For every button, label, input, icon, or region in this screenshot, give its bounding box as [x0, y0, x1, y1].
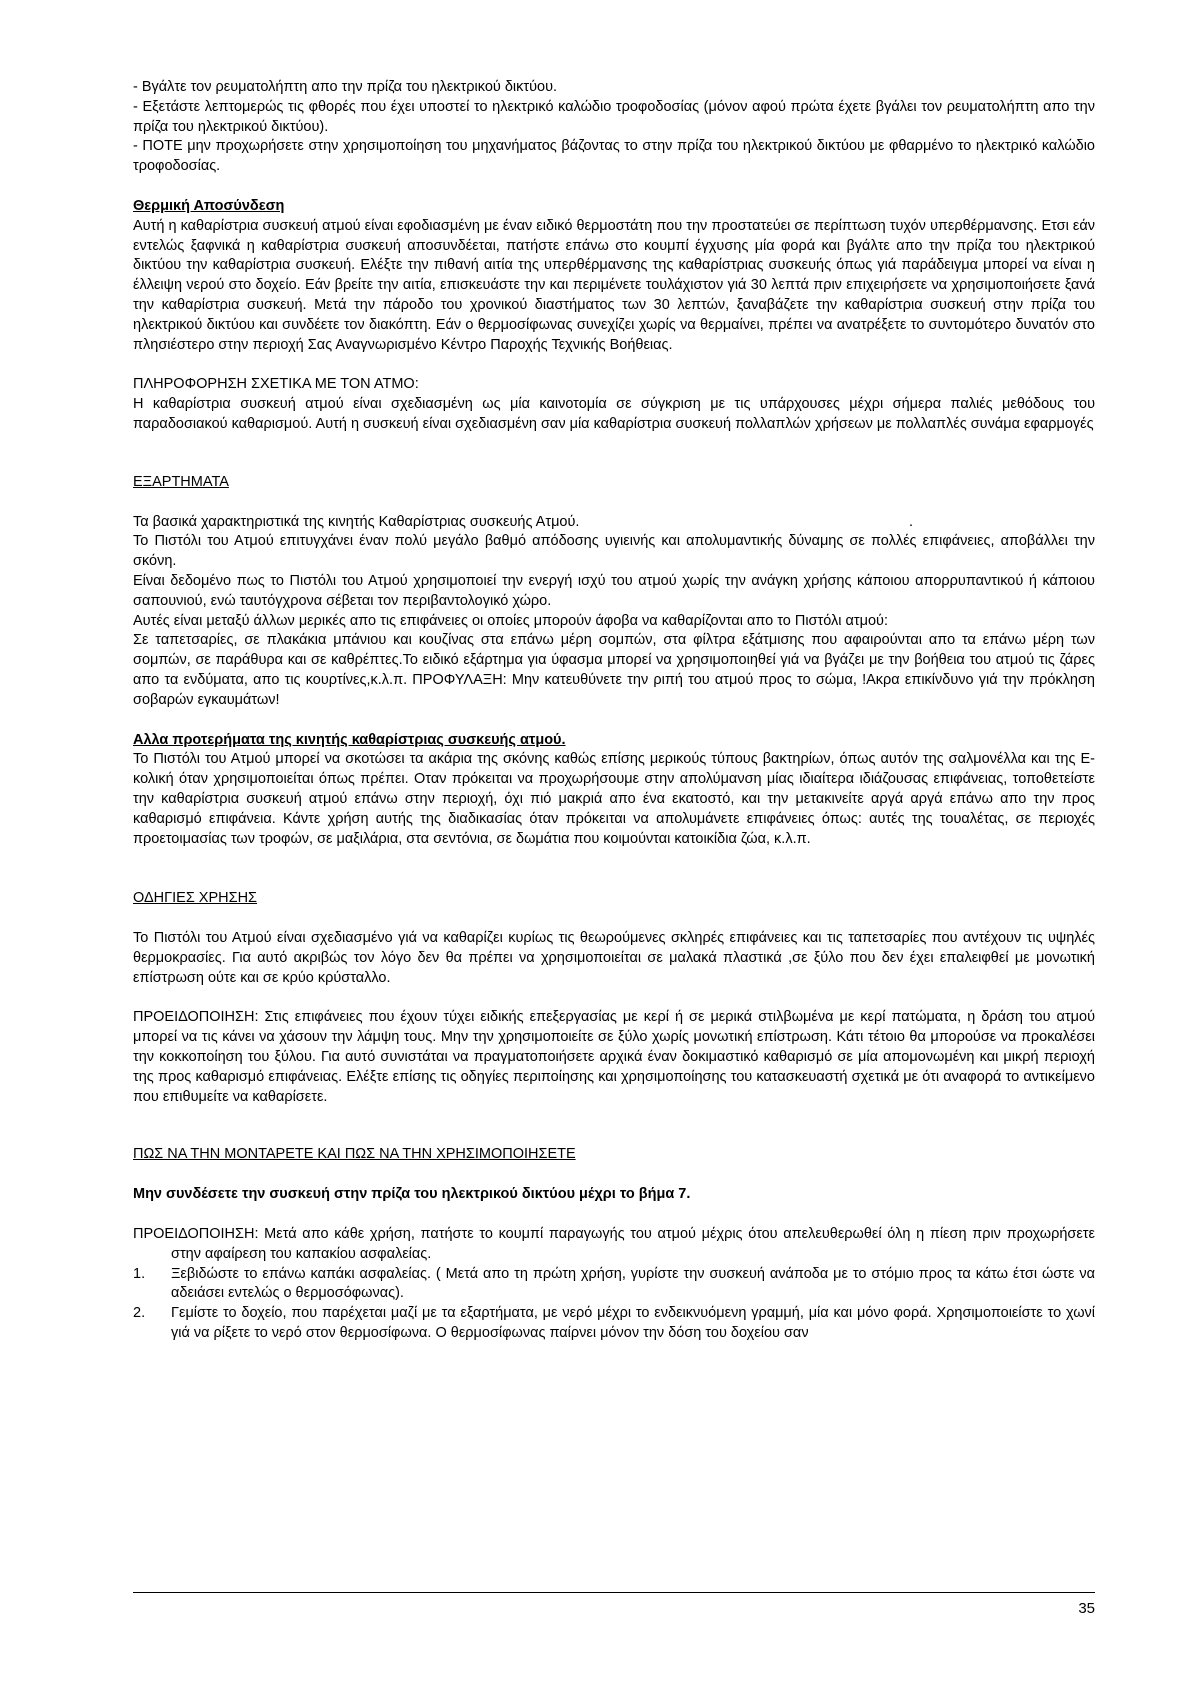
instructions-heading: ΟΔΗΓΙΕΣ ΧΡΗΣΗΣ [133, 890, 258, 907]
assembly-warning: ΠΡΟΕΙΔΟΠΟΙΗΣΗ: Μετά απο κάθε χρήση, πατήστε το κουμπί παραγωγής του ατμού μέχρις ότου απελευθερωθεί όλη η πίεση πριν προχωρήσετε στην αφαίρεση του καπακίου ασφαλείας. [133, 1226, 1095, 1262]
step-1-text: Ξεβιδώστε το επάνω καπάκι ασφαλείας. ( Μετά απο τη πρώτη χρήση, γυρίστε την συσκευή ανάποδα με το στόμιο προς τα κάτω έτσι ώστε να αδειάσει εντελώς ο θερμοσόφωνας). [171, 1265, 1095, 1302]
advantages-heading: Αλλα προτερήματα της κινητής καθαρίστριας συσκευής ατμού. [133, 731, 566, 748]
accessories-heading: ΕΞΑΡΤΗΜΑΤΑ [133, 473, 229, 490]
accessories-intro-dot: . [908, 513, 913, 530]
warning-line-1: - Βγάλτε τον ρευματολήπτη απο την πρίζα του ηλεκτρικού δικτύου. [133, 79, 558, 95]
advantages-body: Το Πιστόλι του Ατμού μπορεί να σκοτώσει τα ακάρια της σκόνης καθώς επίσης μερικούς τύπους βακτηρίων, όπως αυτόν της σαλμονέλλα και της Ε-κολική όταν χρησιμοποιείται όπως πρέπει. Οταν πρόκειται να προχωρήσουμε στην απολύμανση μίας ιδιαίτερα ιδιάζουσας επιφάνειας, τοποθετείστε την καθαρίστρια συσκευή ατμού επάνω στην περιοχή, όχι πιό μακριά απο ένα εκατοστό, και την μετακινείτε αργά αργά επάνω απο την προς καθαρισμό επιφάνεια. Κάντε χρήση αυτής της διαδικασίας όταν πρόκειται να απολυμάνετε επιφάνειες όπως: αυτές της τουαλέτας, σε περιοχές προετοιμασίας των τροφών, σε μαξιλάρια, στα σεντόνια, σε δωμάτια που κοιμούνται κατοικίδια ζώα, κ.λ.π. [133, 751, 1095, 847]
instructions-body-2: ΠΡΟΕΙΔΟΠΟΙΗΣΗ: Στις επιφάνειες που έχουν τύχει ειδικής επεξεργασίας με κερί ή σε μερικά στιλβωμένα με κερί πατώματα, η δράση του ατμού μπορεί να τις κάνει να χάσουν την λάμψη τους. Μην την χρησιμοποιείτε σε ξύλο χωρίς μονωτική επίστρωση. Κάτι τέτοιο θα μπορούσε να προκαλέσει την κοκκοποίηση του ξύλου. Για αυτό συνιστάται να πραγματοποιήσετε αρχικά έναν δοκιμαστικό καθαρισμό σε μία απομονωμένη και μικρή περιοχή της προς καθαρισμό επιφάνειας. Ελέξτε επίσης τις οδηγίες περιποίησης και χρησιμοποίησης του κατασκευαστή σχετικά με ότι αναφορά το αντικείμενο που επιθυμείτε να καθαρίσετε. [133, 1009, 1095, 1105]
step-2 [133, 1304, 1095, 1344]
warning-line-2: - Εξετάστε λεπτομερώς τις φθορές που έχει υποστεί το ηλεκτρικό καλώδιο τροφοδοσίας (μόνον αφού πρώτα έχετε βγάλει τον ρευματολήπτη απο την πρίζα του ηλεκτρικού δικτύου). [133, 98, 1095, 135]
page-number: 35 [1078, 1600, 1095, 1617]
accessories-paragraph-4: Σε ταπετσαρίες, σε πλακάκια μπάνιου και κουζίνας στα επάνω μέρη σομπών, στα φίλτρα εξάτμισης που αφαιρούνται απο τα επάνω μέρη των σομπών, σε παράθυρα και σε καθρέπτες.Το ειδικό εξάρτημα για ύφασμα μπορεί να χρησιμοποιηθεί γιά να βγάζει με την βοήθεια του ατμού τις ζάρες απο τα ενδύματα, απο τις κουρτίνες,κ.λ.π. ΠΡΟΦΥΛΑΞΗ: Μην κατευθύνετε την ριπή του ατμού προς το σώμα, !Ακρα επικίνδυνο γιά την πρόκληση σοβαρών εγκαυμάτων! [133, 632, 1095, 708]
thermal-heading: Θερμική Αποσύνδεση [133, 197, 285, 214]
instructions-body-1: Το Πιστόλι του Ατμού είναι σχεδιασμένο γιά να καθαρίζει κυρίως τις θεωρούμενες σκληρές επιφάνειες και τις ταπετσαρίες που αντέχουν τις υψηλές θερμοκρασίες. Για αυτό ακριβώς τον λόγο δεν θα πρέπει να χρησιμοποιείται σε μαλακά πλαστικά ,σε ξύλο που δεν έχει επαλειφθεί με μονωτική επίστρωση ούτε και σε κρύο κρύσταλλο. [133, 930, 1095, 986]
step-2-text: Γεμίστε το δοχείο, που παρέχεται μαζί με τα εξαρτήματα, με νερό μέχρι το ενδεικνυόμενη γραμμή, μία και μόνο φορά. Χρησιμοποιείστε το χωνί γιά να ρίξετε το νερό στον θερμοσίφωνα. Ο θερμοσίφωνας παίρνει μόνον την δόση του δοχείου σαν [171, 1305, 1095, 1342]
step-2-number: 2. [133, 1305, 146, 1322]
step-1 [133, 1265, 1095, 1305]
steam-info-body: Η καθαρίστρια συσκευή ατμού είναι σχεδιασμένη ως μία καινοτομία σε σύγκριση με τις υπάρχουσες μέχρι σήμερα παλιές μεθόδους του παραδοσιακού καθαρισμού. Αυτή η συσκευή είναι σχεδιασμένη σαν μία καθαρίστρια συσκευή πολλαπλών χρήσεων με πολλαπλές συνάμα εφαρμογές [133, 396, 1095, 432]
document-page [133, 78, 1095, 1344]
accessories-paragraph-3: Αυτές είναι μεταξύ άλλων μερικές απο τις επιφάνειες οι οποίες μπορούν άφοβα να καθαρίζονται απο το Πιστόλι ατμού: [133, 612, 889, 629]
accessories-intro-text: Τα βασικά χαρακτηριστικά της κινητής Καθαρίστριας συσκευής Ατμού. [133, 513, 580, 530]
assembly-heading: ΠΩΣ ΝΑ ΤΗΝ ΜΟΝΤΑΡΕΤΕ ΚΑΙ ΠΩΣ ΝΑ ΤΗΝ ΧΡΗΣΙΜΟΠΟΙΗΣΕΤΕ [133, 1146, 576, 1163]
footer-divider [133, 1592, 1095, 1593]
warning-line-3: - ΠΟΤΕ μην προχωρήσετε στην χρησιμοποίηση του μηχανήματος βάζοντας το στην πρίζα του ηλεκτρικού δικτύου με φθαρμένο το ηλεκτρικό καλώδιο τροφοδοσίας. [133, 138, 1095, 175]
accessories-intro [133, 513, 913, 533]
steam-info-heading: ΠΛΗΡΟΦΟΡΗΣΗ ΣΧΕΤΙΚΑ ΜΕ ΤΟΝ ΑΤΜΟ: [133, 376, 419, 393]
accessories-paragraph-2: Είναι δεδομένο πως το Πιστόλι του Ατμού χρησιμοποιεί την ενεργή ισχύ του ατμού χωρίς την ανάγκη χρήσης κάποιου απορρυπαντικού ή κάποιου σαπουνιού, ενώ ταυτόγχρονα σέβεται τον περιβαντολογικό χώρο. [133, 572, 1095, 609]
thermal-body: Αυτή η καθαρίστρια συσκευή ατμού είναι εφοδιασμένη με έναν ειδικό θερμοστάτη που την προστατεύει σε περίπτωση τυχόν υπερθέρμανσης. Ετσι εάν εντελώς ξαφνικά η καθαρίστρια συσκευή αποσυνδέεται, πατήστε επάνω στο κουμπί έγχυσης μία φορά και βγάλτε απο την πρίζα του ηλεκτρικού δικτύου την καθαρίστρια συσκευή. Ελέξτε την πιθανή αιτία της υπερθέρμανσης της καθαρίστριας συσκευής όπως γιά παράδειγμα μπορεί να είναι η έλλειψη νερού στο δοχείο. Εάν βρείτε την αιτία, επισκευάστε την και περιμένετε τουλάχιστον γιά 30 λεπτά πριν επιχειρήσετε να χρησιμοποιήσετε ξανά την καθαρίστρια συσκευή. Μετά την πάροδο του χρονικού διαστήματος των 30 λεπτών, ξαναβάζετε την καθαρίστρια συσκευή στην πρίζα του ηλεκτρικού δικτύου και συνδέετε τον διακόπτη. Εάν ο θερμοσίφωνας συνεχίζει χωρίς να θερμαίνει, πρέπει να ανατρέξετε το συντομότερο δυνατόν στο πλησιέστερο στην περιοχή Σας Αναγνωρισμένο Κέντρο Παροχής Τεχνικής Βοήθειας. [133, 217, 1095, 353]
assembly-subheading: Μην συνδέσετε την συσκευή στην πρίζα του ηλεκτρικού δικτύου μέχρι το βήμα 7. [133, 1186, 691, 1203]
accessories-paragraph-1: Το Πιστόλι του Ατμού επιτυγχάνει έναν πολύ μεγάλο βαθμό απόδοσης υγιεινής και απολυμαντικής δύναμης σε πολλές επιφάνειες, αποβάλλει την σκόνη. [133, 533, 1095, 570]
step-1-number: 1. [133, 1265, 146, 1282]
